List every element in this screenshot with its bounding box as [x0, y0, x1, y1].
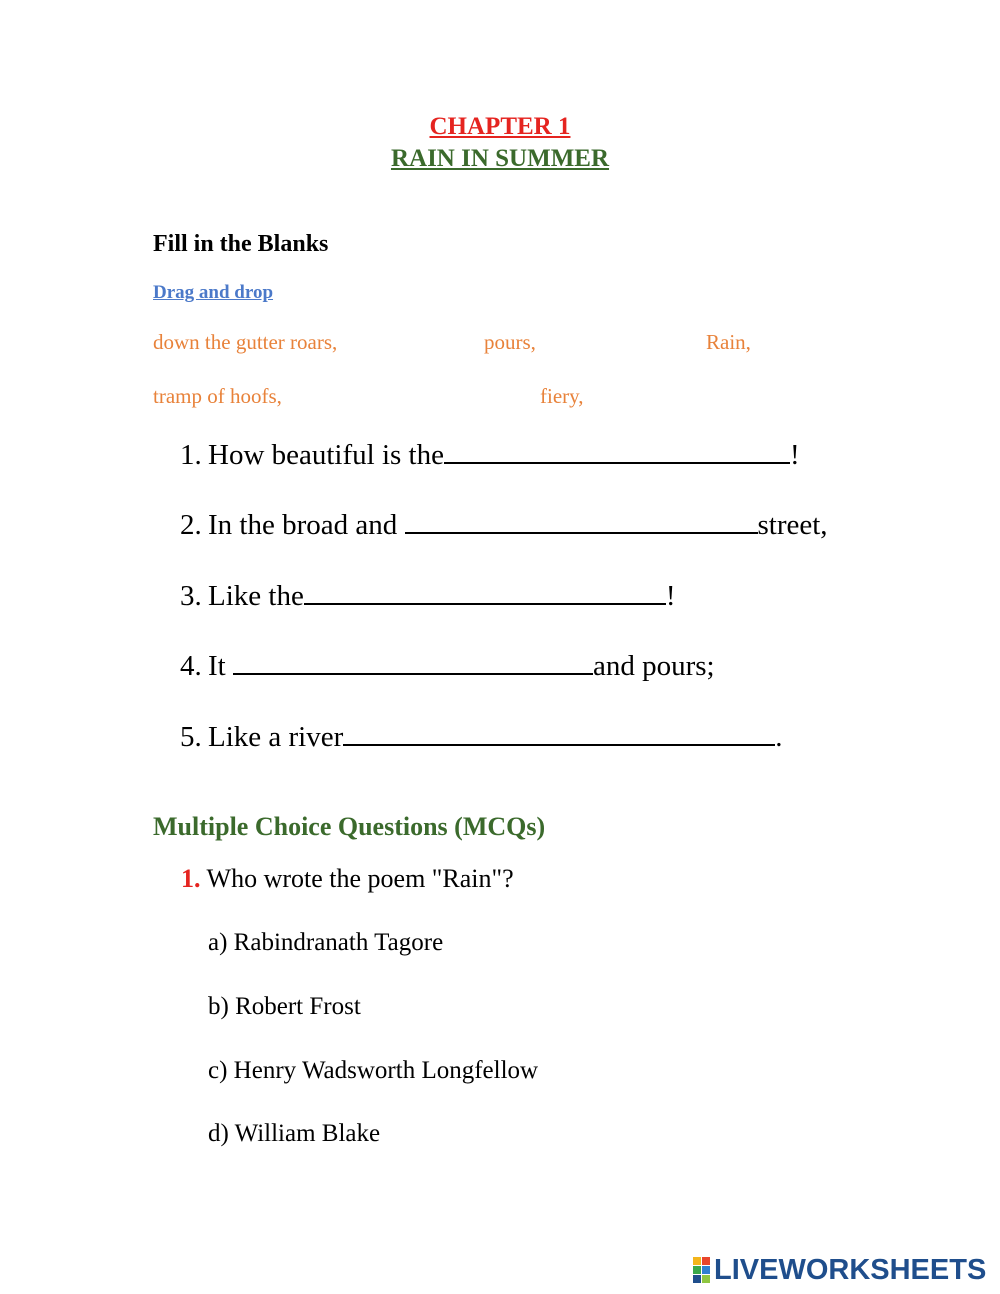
logo-tile [693, 1275, 701, 1283]
logo-tile [693, 1257, 701, 1265]
mcq-option-d[interactable]: d) William Blake [208, 1120, 381, 1147]
logo-tile [702, 1257, 710, 1265]
fill-blank-question-1 [180, 436, 800, 473]
drag-and-drop-instruction: Drag and drop [153, 282, 274, 303]
question-text-before: In the broad and [208, 509, 405, 541]
question-text-after: ! [789, 439, 800, 471]
logo-tile [693, 1266, 701, 1274]
mcq-option-a[interactable]: a) Rabindranath Tagore [208, 929, 444, 956]
mcq-option-c[interactable]: c) Henry Wadsworth Longfellow [208, 1057, 539, 1084]
answer-blank-2[interactable] [405, 506, 758, 534]
question-text-before: It [208, 650, 233, 682]
question-number: 5. [180, 721, 202, 753]
word-bank-item[interactable]: tramp of hoofs, [153, 384, 282, 408]
question-text-before: How beautiful is the [208, 439, 444, 471]
answer-blank-4[interactable] [233, 647, 593, 675]
question-number: 2. [180, 509, 202, 541]
question-number: 1. [180, 439, 202, 471]
fill-blank-question-3 [180, 577, 676, 614]
question-text-before: Like the [208, 580, 304, 612]
answer-blank-1[interactable] [444, 436, 790, 464]
answer-blank-5[interactable] [343, 718, 775, 746]
question-number: 4. [180, 650, 202, 682]
word-bank-item[interactable]: fiery, [540, 384, 584, 408]
question-text-after: street, [757, 509, 828, 541]
word-bank-item[interactable]: pours, [484, 330, 536, 354]
mcq-option-b[interactable]: b) Robert Frost [208, 993, 361, 1020]
mcq-question-1 [181, 863, 514, 895]
answer-blank-3[interactable] [304, 577, 666, 605]
mcq-question-number: 1. [181, 864, 201, 893]
mcq-question-text: Who wrote the poem "Rain"? [200, 864, 514, 893]
mcq-heading: Multiple Choice Questions (MCQs) [153, 812, 546, 841]
question-text-after: and pours; [592, 650, 715, 682]
chapter-title: RAIN IN SUMMER [390, 145, 610, 172]
logo-text: LIVEWORKSHEETS [714, 1254, 987, 1286]
question-text-after: ! [665, 580, 676, 612]
fill-blank-question-2 [180, 506, 828, 543]
logo-tile [702, 1275, 710, 1283]
logo-tile [702, 1266, 710, 1274]
word-bank-item[interactable]: Rain, [706, 330, 751, 354]
chapter-label: CHAPTER 1 [429, 113, 571, 140]
question-text-before: Like a river [208, 721, 344, 753]
question-text-after: . [775, 721, 783, 753]
fill-blank-question-4 [180, 647, 715, 684]
liveworksheets-logo [693, 1254, 986, 1286]
word-bank-item[interactable]: down the gutter roars, [153, 330, 338, 354]
logo-mark-icon [693, 1257, 710, 1283]
fill-blank-question-5 [180, 718, 783, 755]
fill-blanks-heading: Fill in the Blanks [153, 231, 329, 257]
question-number: 3. [180, 580, 202, 612]
